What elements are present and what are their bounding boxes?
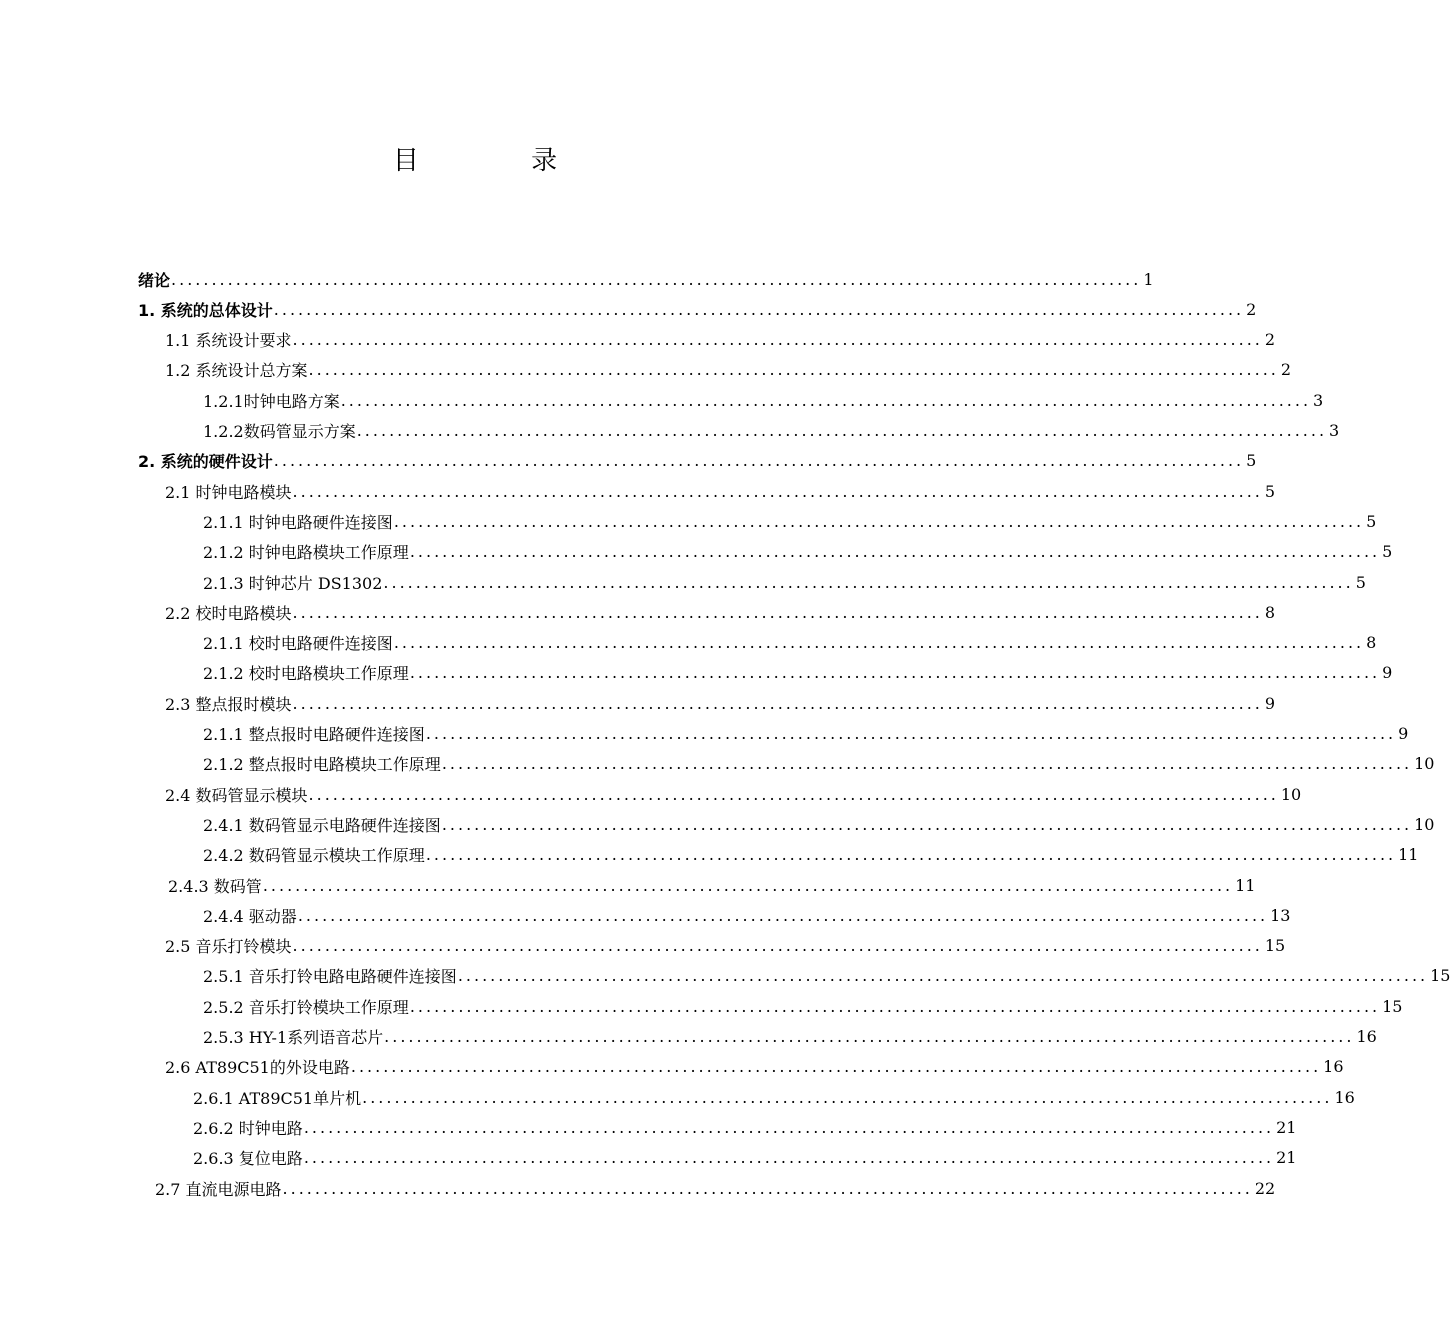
dot-leader: ........................................................................................................................ [441,814,1413,834]
toc-entry[interactable] [165,476,1276,506]
dot-leader: ........................................................................................................................ [383,572,1354,592]
dot-leader: ........................................................................................................................ [356,421,1328,440]
toc-entry-label: 2.5.2 音乐打铃模块工作原理 [203,997,409,1017]
dot-leader: ........................................................................................................................ [409,542,1381,562]
toc-entry[interactable] [193,1143,1297,1173]
toc-entry[interactable] [165,355,1292,385]
dot-leader: ........................................................................................................................ [303,1148,1275,1168]
toc-entry-label: 1. 系统的总体设计 [138,300,273,320]
toc-entry[interactable] [203,537,1393,567]
dot-leader: ........................................................................................................................ [292,936,1263,956]
dot-leader: ........................................................................................................................ [282,1178,1253,1198]
dot-leader: ........................................................................................................................ [292,481,1263,501]
dot-leader: ........................................................................................................................ [262,875,1234,895]
toc-entry[interactable] [203,809,1435,839]
toc-entry-page-number: 16 [1356,1027,1377,1046]
toc-entry-page-number: 5 [1264,481,1276,501]
dot-leader: ........................................................................................................................ [292,602,1263,622]
toc-entry-page-number: 8 [1264,602,1276,622]
toc-entry-page-number: 11 [1398,845,1419,865]
toc-entry-page-number: 2 [1280,360,1292,380]
toc-entry-label: 2.4.3 数码管 [168,876,262,896]
toc-entry[interactable] [203,628,1377,658]
toc-entry-page-number: 21 [1276,1117,1297,1137]
toc-entry-label: 2.4.1 数码管显示电路硬件连接图 [203,815,441,835]
toc-entry[interactable] [165,325,1276,355]
toc-entry-page-number: 21 [1276,1148,1297,1168]
toc-entry-page-number: 11 [1235,875,1256,895]
dot-leader: ........................................................................................................................ [441,754,1413,774]
dot-leader: ........................................................................................................................ [297,905,1269,925]
dot-leader: ........................................................................................................................ [292,330,1263,350]
toc-entry-label: 2.6.2 时钟电路 [193,1118,303,1138]
dot-leader: ........................................................................................................................ [425,724,1397,743]
toc-entry[interactable] [203,416,1340,446]
dot-leader: ........................................................................................................................ [273,451,1245,471]
toc-entry[interactable] [165,688,1276,718]
toc-entry-page-number: 10 [1414,754,1435,774]
toc-entry-page-number: 8 [1366,633,1377,653]
toc-entry-page-number: 3 [1313,390,1324,410]
dot-leader: ........................................................................................................................ [409,663,1381,683]
dot-leader: ........................................................................................................................ [308,360,1279,380]
toc-entry-page-number: 5 [1366,511,1377,531]
toc-entry[interactable] [203,991,1403,1021]
toc-entry[interactable] [138,264,1154,294]
dot-leader: ........................................................................................................................ [350,1057,1322,1077]
dot-leader: ........................................................................................................................ [273,299,1245,319]
toc-entry[interactable] [138,294,1257,324]
toc-entry[interactable] [138,446,1257,476]
toc-entry-label: 2.7 直流电源电路 [155,1179,282,1199]
toc-entry-label: 1.2.2数码管显示方案 [203,422,356,441]
toc-entry-label: 2.1.2 整点报时电路模块工作原理 [203,755,441,775]
toc-entry-label: 2.1 时钟电路模块 [165,482,292,502]
toc-entry[interactable] [203,900,1291,930]
toc-entry[interactable] [203,1022,1377,1052]
toc-entry[interactable] [165,779,1302,809]
dot-leader: ........................................................................................................................ [457,966,1429,986]
dot-leader: ........................................................................................................................ [308,784,1279,804]
toc-entry-label: 2.6.1 AT89C51单片机 [193,1088,362,1108]
toc-entry-page-number: 9 [1398,724,1409,743]
toc-entry[interactable] [203,567,1366,597]
toc-entry[interactable] [165,1052,1344,1082]
dot-leader: ........................................................................................................................ [425,845,1397,865]
toc-entry[interactable] [193,1082,1355,1112]
toc-entry-label: 2.1.2 时钟电路模块工作原理 [203,543,409,563]
toc-entry-label: 2.4.2 数码管显示模块工作原理 [203,846,425,866]
toc-entry[interactable] [155,1173,1276,1203]
toc-entry-label: 1.2.1时钟电路方案 [203,391,340,411]
toc-entry-label: 1.2 系统设计总方案 [165,361,308,381]
toc-entry-label: 2.1.1 校时电路硬件连接图 [203,634,393,654]
toc-entry-label: 2.1.1 时钟电路硬件连接图 [203,512,393,532]
dot-leader: ........................................................................................................................ [393,511,1365,531]
toc-entry-page-number: 3 [1329,421,1340,440]
page-title: 目 录 [392,146,610,176]
toc-entry-label: 2.1.3 时钟芯片 DS1302 [203,573,383,593]
toc-entry-page-number: 13 [1270,905,1291,925]
toc-entry-page-number: 5 [1355,572,1366,592]
toc-entry-page-number: 5 [1382,542,1393,562]
dot-leader: ........................................................................................................................ [393,633,1365,653]
toc-entry[interactable] [203,385,1324,415]
toc-entry[interactable] [203,658,1393,688]
dot-leader: ........................................................................................................................ [292,693,1263,713]
toc-entry[interactable] [165,597,1276,627]
toc-entry-page-number: 15 [1264,936,1286,956]
toc-entry-label: 2.2 校时电路模块 [165,603,292,623]
toc-entry-label: 2.4 数码管显示模块 [165,785,308,805]
toc-entry-label: 2. 系统的硬件设计 [138,452,273,472]
toc-entry[interactable] [203,749,1435,779]
toc-entry-page-number: 2 [1246,299,1257,319]
toc-entry-label: 2.1.2 校时电路模块工作原理 [203,664,409,684]
toc-entry-page-number: 22 [1254,1178,1276,1198]
toc-entry-page-number: 1 [1143,269,1154,289]
toc-entry-page-number: 15 [1430,966,1450,986]
toc-entry[interactable] [203,506,1377,536]
toc-entry-label: 2.6.3 复位电路 [193,1149,303,1169]
dot-leader: ........................................................................................................................ [384,1027,1355,1046]
toc-entry[interactable] [203,961,1450,991]
toc-entry[interactable] [203,719,1409,749]
toc-entry-label: 2.1.1 整点报时电路硬件连接图 [203,725,425,744]
toc-entry-page-number: 16 [1323,1057,1344,1077]
toc-entry-label: 2.5.3 HY-1系列语音芯片 [203,1028,384,1047]
dot-leader: ........................................................................................................................ [171,269,1142,289]
toc-entry-page-number: 10 [1414,814,1435,834]
toc-entry-page-number: 16 [1334,1087,1355,1107]
toc-entry-page-number: 10 [1280,784,1302,804]
toc-entry-label: 2.5.1 音乐打铃电路电路硬件连接图 [203,967,457,987]
toc-entry-label: 2.5 音乐打铃模块 [165,937,292,957]
toc-entry[interactable] [193,1112,1297,1142]
toc-entry[interactable] [203,840,1419,870]
dot-leader: ........................................................................................................................ [409,996,1381,1016]
toc-entry-page-number: 9 [1382,663,1393,683]
toc-entry[interactable] [168,870,1256,900]
dot-leader: ........................................................................................................................ [303,1117,1275,1137]
dot-leader: ........................................................................................................................ [362,1087,1333,1107]
toc-entry-page-number: 15 [1382,996,1403,1016]
dot-leader: ........................................................................................................................ [340,390,1312,410]
toc-entry-label: 2.6 AT89C51的外设电路 [165,1058,350,1078]
toc-entry-label: 2.3 整点报时模块 [165,694,292,714]
toc-entry-label: 1.1 系统设计要求 [165,331,292,351]
toc-entry[interactable] [165,931,1286,961]
toc-entry-label: 绪论 [138,270,171,290]
toc-entry-page-number: 2 [1264,330,1276,350]
toc-entry-label: 2.4.4 驱动器 [203,906,297,926]
toc-entry-page-number: 5 [1246,451,1257,471]
toc-entry-page-number: 9 [1264,693,1276,713]
